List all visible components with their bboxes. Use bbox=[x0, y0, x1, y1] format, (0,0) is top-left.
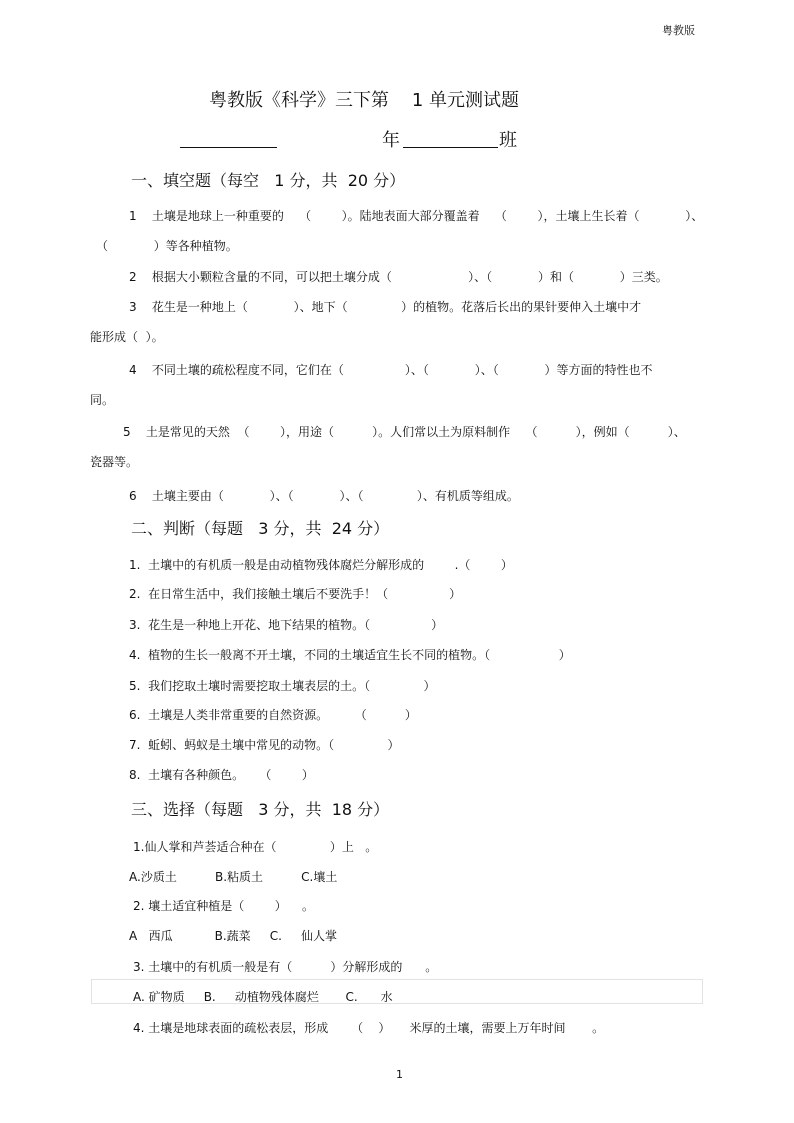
s1-line: 3 花生是一种地上（ ）、地下（ ）的植物。花落后长出的果针要伸入土壤中才 bbox=[129, 300, 642, 314]
grade-blank-line bbox=[403, 147, 498, 148]
s3-line: A 西瓜 B.蔬菜 C. 仙人掌 bbox=[129, 929, 337, 943]
answer-box-top bbox=[91, 979, 703, 980]
s2-item: 6. 土壤是人类非常重要的自然资源。 （ ） bbox=[129, 708, 417, 722]
s2-item: 2. 在日常生活中，我们接触土壤后不要洗手！（ ） bbox=[129, 587, 462, 601]
s1-line: 6 土壤主要由（ ）、（ ）、（ ）、有机质等组成。 bbox=[129, 489, 519, 503]
s3-line: 3. 土壤中的有机质一般是有（ ）分解形成的 。 bbox=[133, 960, 438, 974]
section1-heading: 一、填空题（每空 1 分，共 20 分） bbox=[131, 171, 406, 190]
page-title: 粤教版《科学》三下第 1 单元测试题 bbox=[209, 90, 520, 111]
class-label: 班 bbox=[499, 130, 517, 151]
s2-item: 8. 土壤有各种颜色。 （ ） bbox=[129, 768, 314, 782]
s2-item: 3. 花生是一种地上开花、地下结果的植物。（ ） bbox=[129, 618, 444, 632]
s1-line: 瓷器等。 bbox=[90, 455, 139, 469]
s3-line: A. 矿物质 B. 动植物残体腐烂 C. 水 bbox=[133, 990, 393, 1004]
s2-item: 1. 土壤中的有机质一般是由动植物残体腐烂分解形成的 .（ ） bbox=[129, 558, 513, 572]
edition-header: 粤教版 bbox=[662, 24, 695, 37]
s3-line: 1.仙人掌和芦荟适合种在（ ）上 。 bbox=[133, 840, 378, 854]
s3-line: A.沙质土 B.粘质土 C.壤土 bbox=[129, 870, 338, 884]
s1-line: 4 不同土壤的疏松程度不同，它们在（ ）、（ ）、（ ）等方面的特性也不 bbox=[129, 363, 653, 377]
s1-line: （ ）等各种植物。 bbox=[96, 239, 238, 253]
s2-item: 4. 植物的生长一般离不开土壤，不同的土壤适宜生长不同的植物。（ ） bbox=[129, 648, 571, 662]
section2-heading: 二、判断（每题 3 分，共 24 分） bbox=[131, 519, 390, 538]
answer-box-left bbox=[91, 979, 92, 1003]
s3-line: 2. 壤土适宜种植是（ ） 。 bbox=[133, 899, 315, 913]
s2-item: 5. 我们挖取土壤时需要挖取土壤表层的土。（ ） bbox=[129, 679, 436, 693]
s1-line: 2 根据大小颗粒含量的不同，可以把土壤分成（ ）、（ ）和（ ）三类。 bbox=[129, 270, 668, 284]
page-number: 1 bbox=[396, 1068, 403, 1081]
s1-line: 5 土是常见的天然 （ ），用途（ ）。人们常以土为原料制作 （ ），例如（ ）、 bbox=[123, 425, 686, 439]
s1-line: 能形成（ ）。 bbox=[90, 330, 164, 344]
answer-box-right bbox=[702, 979, 703, 1003]
grade-label: 年 bbox=[382, 130, 400, 151]
s1-line: 同。 bbox=[90, 393, 115, 407]
section3-heading: 三、选择（每题 3 分，共 18 分） bbox=[131, 800, 390, 819]
s3-line: 4. 土壤是地球表面的疏松表层，形成 （ ） 米厚的土壤，需要上万年时间 。 bbox=[133, 1021, 605, 1035]
s2-item: 7. 蚯蚓、蚂蚁是土壤中常见的动物。（ ） bbox=[129, 738, 400, 752]
s1-line: 1 土壤是地球上一种重要的 （ ）。陆地表面大部分覆盖着 （ ），土壤上生长着（ ）、 bbox=[129, 209, 704, 223]
name-blank-line bbox=[180, 147, 277, 148]
